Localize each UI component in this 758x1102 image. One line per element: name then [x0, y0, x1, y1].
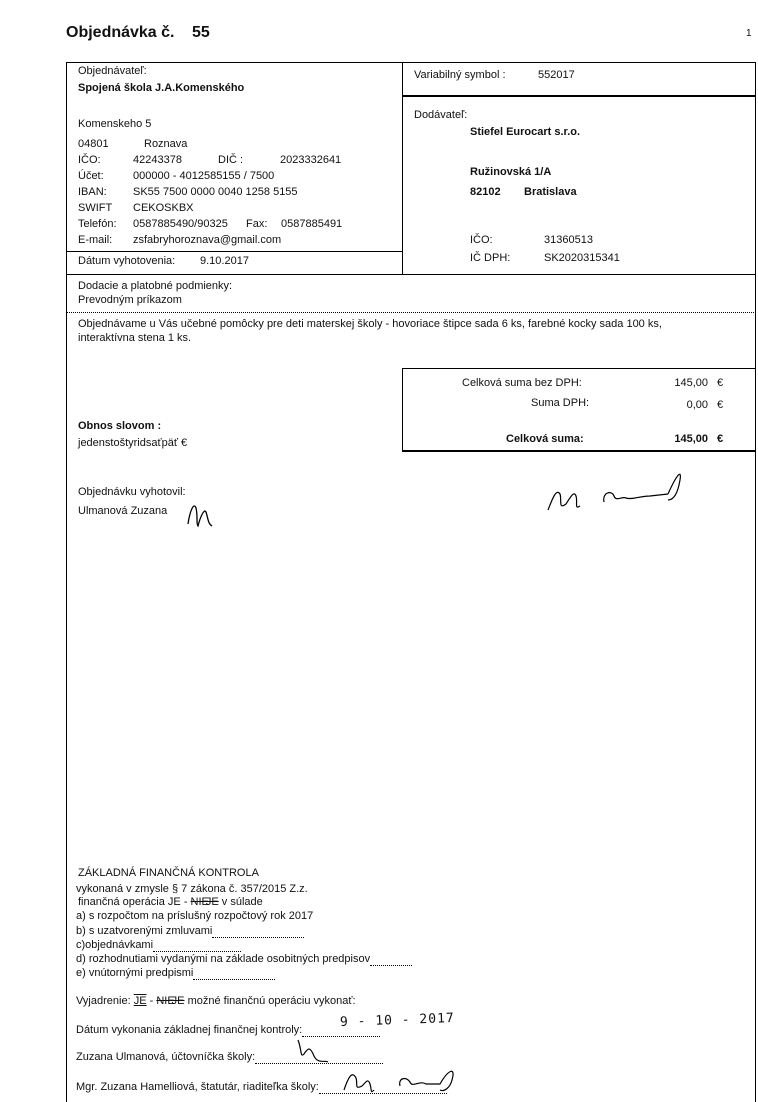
control-date-row: [76, 1024, 380, 1037]
orderer-name: Spojená škola J.A.Komenského: [78, 82, 245, 94]
terms-value: Prevodným príkazom: [78, 294, 182, 306]
terms-label: Dodacie a platobné podmienky:: [78, 280, 233, 292]
divider: [66, 251, 402, 252]
orderer-zip: 04801: [78, 138, 109, 150]
control-date-value: 9 - 10 - 2017: [339, 1011, 455, 1030]
net-total-value: 145,00: [674, 377, 708, 389]
document-title: Objednávka č.: [66, 24, 175, 41]
orderer-ico: 42243378: [133, 154, 182, 166]
vat-total-label: Suma DPH:: [531, 397, 590, 409]
control-operation-line: [78, 896, 263, 909]
currency-symbol: €: [717, 433, 724, 445]
control-item-b-row: [76, 925, 304, 938]
accountant-row: [76, 1051, 383, 1064]
variable-symbol-label: Variabilný symbol :: [414, 69, 506, 81]
page-number: 1: [746, 28, 752, 39]
preparer-signature: [184, 500, 218, 530]
control-opinion-label: Vyjadrenie:: [76, 995, 131, 1007]
orderer-phone-label: Telefón:: [78, 218, 117, 230]
control-item-a: a) s rozpočtom na príslušný rozpočtový rok 2017: [76, 910, 314, 922]
control-opinion-line: [76, 995, 356, 1008]
divider: [402, 95, 756, 97]
order-text-line1: Objednávame u Vás učebné pomôcky pre deti materskej školy - hovoriace štipce sada 6 ks, farebné kocky sada 100 ks,: [78, 318, 662, 330]
control-je: JE: [167, 896, 181, 908]
control-opinion-dash: -: [149, 995, 154, 1007]
supplier-vat-id-label: IČ DPH:: [470, 252, 511, 264]
control-law: vykonaná v zmysle § 7 zákona č. 357/2015 Z.z.: [76, 883, 308, 895]
grand-total-label: Celková suma:: [506, 433, 584, 445]
orderer-swift: CEKOSKBX: [133, 202, 194, 214]
accountant-signature: [292, 1036, 332, 1066]
amount-in-words: jedenstoštyridsaťpäť €: [78, 437, 188, 449]
orderer-city: Roznava: [144, 138, 188, 150]
issue-date: 9.10.2017: [200, 255, 249, 267]
control-item-d: d) rozhodnutiami vydanými na základe osobitných predpisov: [76, 953, 371, 965]
orderer-iban-label: IBAN:: [78, 186, 107, 198]
supplier-name: Stiefel Eurocart s.r.o.: [470, 126, 581, 138]
orderer-email-label: E-mail:: [78, 234, 113, 246]
supplier-vat-id: SK2020315341: [544, 252, 620, 264]
grand-total-value: 145,00: [674, 433, 708, 445]
control-item-e: e) vnútornými predpismi: [76, 967, 194, 979]
variable-symbol: 552017: [538, 69, 575, 81]
order-number: 55: [192, 24, 210, 41]
orderer-label: Objednávateľ:: [78, 65, 147, 77]
control-item-c: c)objednávkami: [76, 939, 154, 951]
orderer-dic-label: DIČ :: [218, 154, 244, 166]
supplier-street: Ružinovská 1/A: [470, 166, 552, 178]
control-item-c-row: [76, 939, 241, 952]
director-signature-bottom: [340, 1060, 470, 1096]
control-operation-suffix: v súlade: [221, 896, 263, 908]
orderer-swift-label: SWIFT: [78, 202, 113, 214]
orderer-iban: SK55 7500 0000 0040 1258 5155: [133, 186, 298, 198]
orderer-account: 000000 - 4012585155 / 7500: [133, 170, 275, 182]
orderer-account-label: Účet:: [78, 170, 104, 182]
director-signature: [540, 466, 690, 516]
control-dash: -: [183, 896, 188, 908]
order-text-line2: interaktívna stena 1 ks.: [78, 332, 192, 344]
divider: [66, 312, 756, 313]
dotted-fill: [153, 951, 241, 952]
orderer-phone: 0587885490/90325: [133, 218, 228, 230]
control-opinion-nie: NIE: [156, 995, 175, 1007]
control-operation-label: finančná operácia: [78, 896, 165, 908]
orderer-email: zsfabryhoroznava@gmail.com: [133, 234, 282, 246]
dotted-fill: [370, 965, 412, 966]
control-item-b: b) s uzatvorenými zmluvami: [76, 925, 213, 937]
divider: [66, 274, 756, 275]
control-opinion-text: možné finančnú operáciu vykonať:: [187, 995, 356, 1007]
control-date-label: Dátum vykonania základnej finančnej kontroly:: [76, 1024, 303, 1036]
control-item-d-row: [76, 953, 412, 966]
dotted-fill: [193, 979, 275, 980]
net-total-label: Celková suma bez DPH:: [462, 377, 582, 389]
supplier-zip: 82102: [470, 186, 501, 198]
control-opinion-je: JE: [133, 995, 147, 1007]
currency-symbol: €: [717, 399, 724, 411]
supplier-city: Bratislava: [524, 186, 577, 198]
currency-symbol: €: [717, 377, 724, 389]
supplier-ico: 31360513: [544, 234, 593, 246]
orderer-ico-label: IČO:: [78, 154, 101, 166]
orderer-dic: 2023332641: [280, 154, 342, 166]
control-title: ZÁKLADNÁ FINANČNÁ KONTROLA: [78, 867, 259, 879]
vat-total-value: 0,00: [686, 399, 708, 411]
prepared-by-name: Ulmanová Zuzana: [78, 505, 168, 517]
control-item-e-row: [76, 967, 275, 980]
supplier-ico-label: IČO:: [470, 234, 493, 246]
director-label: Mgr. Zuzana Hamelliová, štatutár, riaditeľka školy:: [76, 1081, 319, 1093]
supplier-label: Dodávateľ:: [414, 109, 468, 121]
orderer-fax-label: Fax:: [246, 218, 268, 230]
issue-date-label: Dátum vyhotovenia:: [78, 255, 176, 267]
orderer-fax: 0587885491: [281, 218, 343, 230]
control-nie: NIE: [190, 896, 209, 908]
control-opinion-je2: JE: [171, 995, 185, 1007]
orderer-street: Komenskeho 5: [78, 118, 152, 130]
accountant-label: Zuzana Ulmanová, účtovníčka školy:: [76, 1051, 256, 1063]
prepared-by-label: Objednávku vyhotovil:: [78, 486, 186, 498]
amount-in-words-label: Obnos slovom :: [78, 420, 162, 432]
divider: [402, 62, 403, 274]
dotted-fill: [212, 937, 304, 938]
control-je2: JE: [205, 896, 219, 908]
